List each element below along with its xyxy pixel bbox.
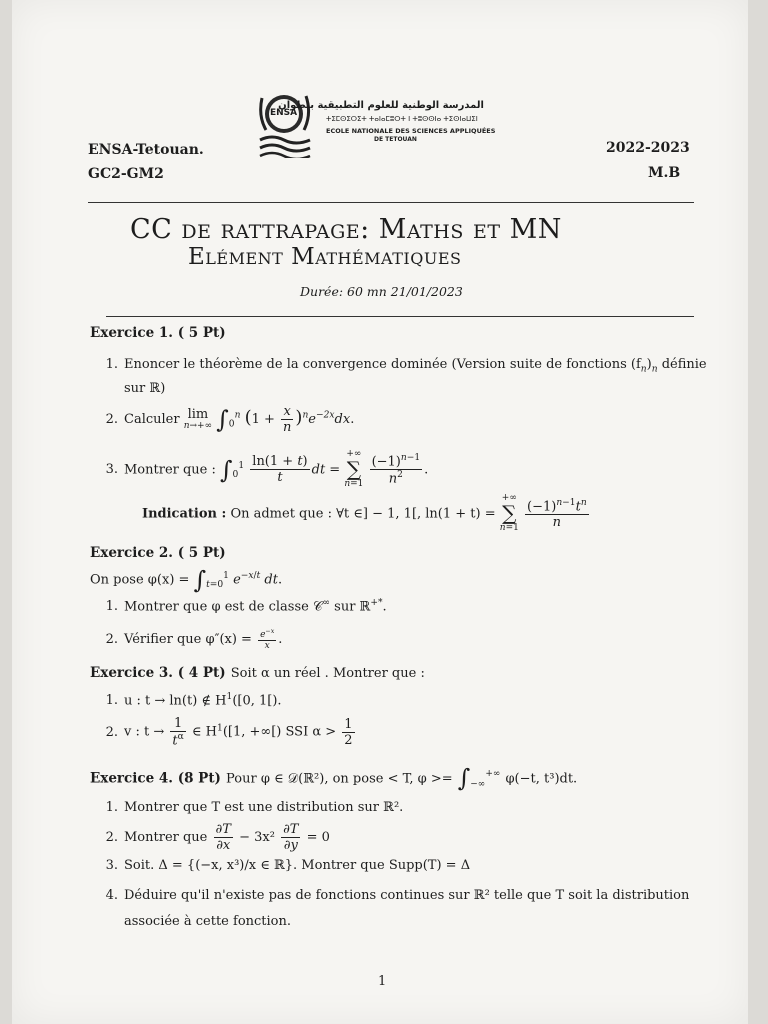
- ex4-q2-label: Montrer que: [124, 830, 208, 845]
- exam-duration-date: Durée: 60 mn 21/01/2023: [300, 284, 463, 299]
- ex1-q3-label: Montrer que :: [124, 462, 216, 478]
- ex4-q1-text: Montrer que T est une distribution sur ℝ².: [124, 800, 404, 815]
- ex4-q4-line2: associée à cette fonction.: [124, 914, 292, 929]
- title-line-2: Elément Mathématiques: [188, 244, 462, 270]
- author-initials: M.B: [648, 165, 681, 181]
- title-line-1: [130, 214, 562, 245]
- ex1-hint-text: On admet que : ∀t ∈] − 1, 1[, ln(1 + t) =: [230, 506, 496, 522]
- ex1-q3-number: 3.: [105, 462, 118, 478]
- ex1-q2-number: 2.: [105, 412, 118, 427]
- ex4-q1: [96, 800, 403, 815]
- ex3-q1-end: ([0, 1[).: [232, 693, 282, 709]
- ex1-hint: Indication : On admet que : ∀t ∈] − 1, 1[, ln(1 + t) = +∞ ∑ n=1 $\frac{(-1)^{n-1}t^n}{n}$: [142, 493, 587, 534]
- ex4-q2-mid: − 3x²: [239, 830, 275, 845]
- ex3-q2: 2. v : t → $\frac{1}{t^\alpha}$ ∈ $H^1([1$, +∞[) SSI α > $\frac{1}{2}$: [96, 716, 357, 748]
- ex3-q1: 1. u : t → ln(t) ∉ $H^1([0$, 1[).: [96, 692, 282, 708]
- ex4-q3-number: 3.: [105, 858, 118, 873]
- ex1-q1-number: 1.: [105, 357, 118, 372]
- ex4-integral-icon: ∫: [457, 764, 471, 792]
- ex4-q3: [96, 858, 470, 873]
- ex2-q2-number: 2.: [105, 632, 118, 647]
- academic-year: 2022-2023: [606, 140, 690, 156]
- ex1-q2-integral-icon: ∫: [216, 405, 229, 434]
- logo-french-text-1: ECOLE NATIONALE DES SCIENCES APPLIQUÉES: [326, 127, 496, 135]
- ex2-q2: 2. Vérifier que φ″(x) = $\frac{e^{-x}}{x}$ .: [96, 628, 282, 651]
- ex1-q3-integral-icon: ∫: [220, 455, 233, 484]
- ex1-q2-label: Calculer: [124, 412, 180, 427]
- ex4-q4-text: Déduire qu'il n'existe pas de fonctions continues sur ℝ² telle que T soit la distribution: [124, 888, 690, 903]
- ex3-header-line: [90, 662, 425, 681]
- ex3-q1-text: u : t → ln(t) ∉ H: [124, 693, 227, 709]
- ex4-intro: Pour φ ∈ 𝒟(ℝ²), on pose < T, φ >=: [226, 771, 453, 787]
- ex2-q1-number: 1.: [105, 599, 118, 615]
- ex4-header-line: Exercice 4. (8 Pt) Pour φ ∈ 𝒟(ℝ²), on pose < T, $\varphi >= \int_{-\infty}^{+\infty}$ φ(−t, t³)dt.: [90, 764, 578, 792]
- ex4-q3-text: Soit. Δ = {(−x, x³)/x ∈ ℝ}. Montrer que Supp(T) = Δ: [124, 858, 471, 873]
- ex3-q1-number: 1.: [105, 693, 118, 709]
- ex4-q2-number: 2.: [105, 830, 118, 845]
- logo-emblem-text: ENSA: [270, 108, 298, 118]
- exam-page: [12, 0, 748, 1024]
- ex1-q3: 3. Montrer que : $\int_0^1$ $\frac{\ln(1 + t)}{t}$ dt = +∞ ∑ n=1 $\frac{(-1)^{n-1}}{n^2}$ .: [96, 450, 428, 490]
- title-cc: CC: [130, 214, 173, 245]
- page-number: 1: [378, 974, 387, 989]
- ex4-q2: 2. Montrer que $\frac{\partial T}{\partial x}$ − 3x² $\frac{\partial T}{\partial y}$ = 0: [96, 822, 330, 853]
- ex1-q1: 1. Enoncer le théorème de la convergence dominée (Version suite de fonctions $(f_n)_n$ définie: [96, 357, 707, 375]
- ex2-q1: 1. Montrer que φ est de classe 𝒞∞ sur ℝ+*.: [96, 598, 387, 614]
- ex3-q2-in: ∈ H: [191, 724, 218, 740]
- ex1-q2-limit: lim n→+∞: [183, 406, 213, 431]
- ex4-intro-end: φ(−t, t³)dt.: [505, 771, 578, 787]
- logo-arabic-text: المدرسة الوطنية للعلوم التطبيقية بتطوان: [278, 100, 484, 111]
- ex3-intro: Soit α un réel . Montrer que :: [230, 666, 425, 681]
- ex2-integral-icon: ∫: [193, 566, 207, 594]
- ex1-heading: Exercice 1. ( 5 Pt): [90, 325, 226, 341]
- ex2-intro-text: On pose φ(x) =: [90, 572, 190, 588]
- title-rule: [106, 316, 694, 317]
- title-rattrapage: de rattrapage: Maths et MN: [181, 214, 562, 245]
- ex4-q2-end: = 0: [306, 830, 330, 845]
- ex4-heading: Exercice 4. (8 Pt): [90, 770, 221, 787]
- ex1-q1-end: définie: [657, 357, 707, 372]
- ex3-q2-number: 2.: [105, 724, 118, 740]
- ex3-q2-map: v : t →: [124, 724, 165, 740]
- school-logo: [254, 90, 494, 160]
- ex4-q4-number: 4.: [105, 888, 118, 903]
- ex2-q1-end: sur ℝ: [330, 599, 371, 615]
- ex1-q1-text: Enoncer le théorème de la convergence dominée (Version suite de fonctions (f: [124, 357, 641, 372]
- top-rule: [88, 202, 694, 203]
- ex2-q1-text: Montrer que φ est de classe 𝒞: [124, 599, 323, 615]
- ex1-q2: 2. Calculer lim n→+∞ $\int_0^n$ (1 + $\frac{x}{n}$ )$^ne^{-2x}dx$.: [96, 404, 354, 435]
- ex2-q2-text: Vérifier que φ″(x) =: [124, 632, 252, 647]
- school-name: ENSA-Tetouan.: [88, 142, 204, 158]
- ex1-q1-paren: ): [646, 357, 652, 372]
- ex2-intro: On pose $\varphi(x) = \int_{t=0}^1$ $e^{-x/t}$ dt.: [90, 566, 283, 594]
- ex4-q4: [96, 888, 689, 903]
- ex1-q1-line2: sur ℝ): [124, 381, 166, 396]
- ex3-heading: Exercice 3. ( 4 Pt): [90, 665, 226, 681]
- ex2-heading: Exercice 2. ( 5 Pt): [90, 545, 226, 561]
- ex1-hint-label: Indication :: [142, 506, 227, 522]
- ex3-q2-cond: ([1, +∞[) SSI α >: [222, 724, 337, 740]
- ex4-q1-number: 1.: [105, 800, 118, 815]
- logo-tifinagh-text: ⵜⵉⵎⵙⵉⵔⵉⵜ ⵜⴰⵏⴰⵎⵓⵔⵜ ⵏ ⵜⵓⵙⵙⵏⴰ ⵜⵉⵙⵏⴰⵡⵉⵏ: [326, 115, 478, 123]
- class-name: GC2-GM2: [88, 166, 164, 182]
- logo-french-text-2: DE TETOUAN: [374, 136, 417, 143]
